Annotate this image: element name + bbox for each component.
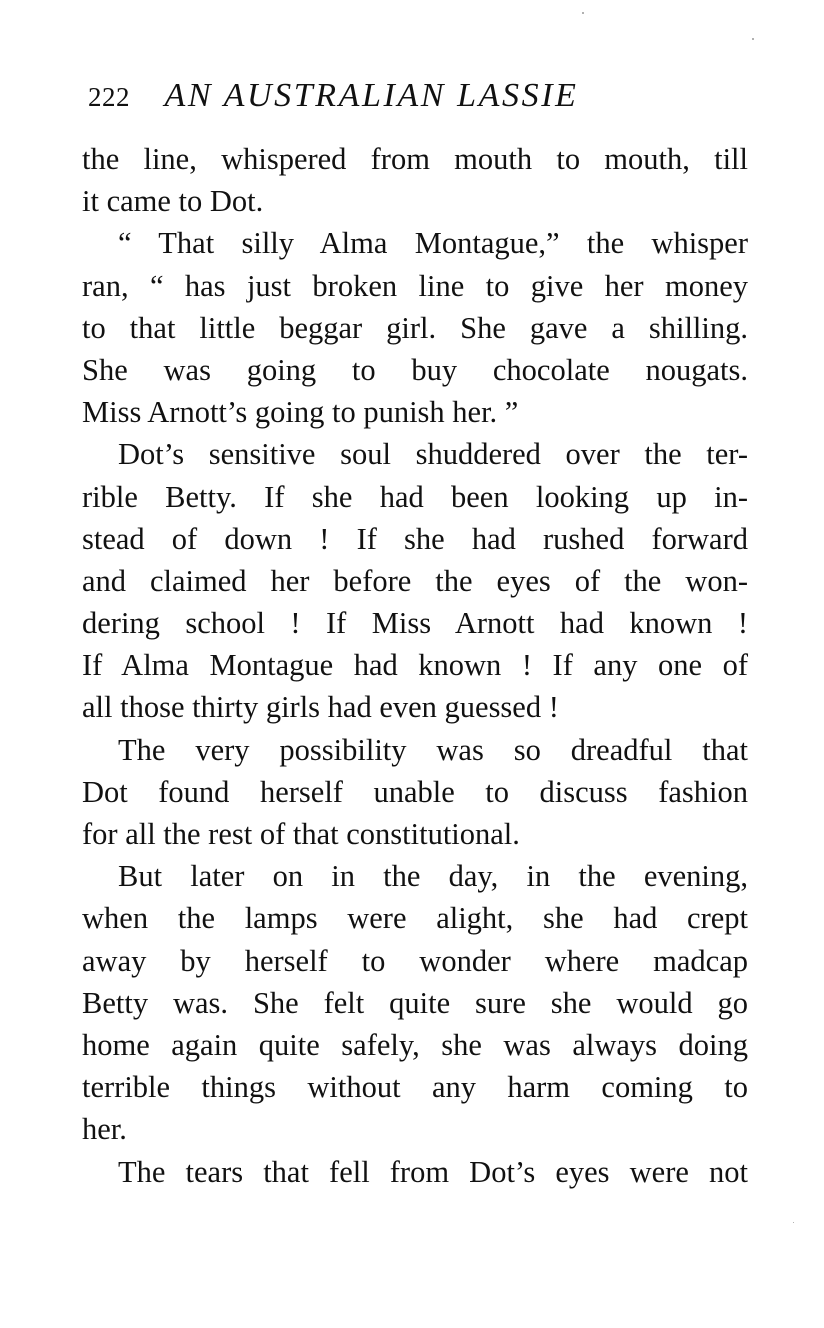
page-header xyxy=(88,74,748,118)
scan-speck xyxy=(752,38,754,40)
scan-speck xyxy=(793,1222,794,1223)
text-line: stead of down ! If she had rushed forward xyxy=(82,521,748,556)
text-line: Dot found herself unable to discuss fashion xyxy=(82,774,748,809)
page-number: 222 xyxy=(88,82,130,112)
text-line: dering school ! If Miss Arnott had known ! xyxy=(82,606,748,641)
text-line: the line, whispered from mouth to mouth, till xyxy=(82,142,748,176)
text-line: rible Betty. If she had been looking up in- xyxy=(82,479,748,514)
text-line: for all the rest of that constitutional. xyxy=(82,817,520,851)
running-title: AN AUSTRALIAN LASSIE xyxy=(164,77,579,114)
text-line: away by herself to wonder where madcap xyxy=(82,943,748,978)
text-line: and claimed her before the eyes of the won- xyxy=(82,563,748,598)
text-line: But later on in the day, in the evening, xyxy=(118,859,748,894)
text-line: when the lamps were alight, she had crept xyxy=(82,901,748,936)
text-line: to that little beggar girl. She gave a shilling. xyxy=(82,310,748,345)
text-line: terrible things without any harm coming to xyxy=(82,1070,748,1105)
text-line: If Alma Montague had known ! If any one of xyxy=(82,648,748,683)
text-line: her. xyxy=(82,1112,127,1147)
text-line: home again quite safely, she was always doing xyxy=(82,1027,748,1062)
text-line: Dot’s sensitive soul shuddered over the ter- xyxy=(118,437,748,472)
text-line: Betty was. She felt quite sure she would go xyxy=(82,985,748,1020)
text-line: “ That silly Alma Montague,” the whisper xyxy=(118,226,748,261)
text-line: Miss Arnott’s going to punish her. ” xyxy=(82,395,519,430)
body-text xyxy=(82,138,748,1193)
scan-speck xyxy=(582,12,584,14)
text-line: all those thirty girls had even guessed ! xyxy=(82,690,559,725)
text-line: The very possibility was so dreadful that xyxy=(118,732,748,767)
text-line: She was going to buy chocolate nougats. xyxy=(82,352,748,387)
text-line: it came to Dot. xyxy=(82,184,264,219)
text-line: ran, “ has just broken line to give her money xyxy=(82,268,748,303)
text-line: The tears that fell from Dot’s eyes were not xyxy=(118,1154,748,1189)
